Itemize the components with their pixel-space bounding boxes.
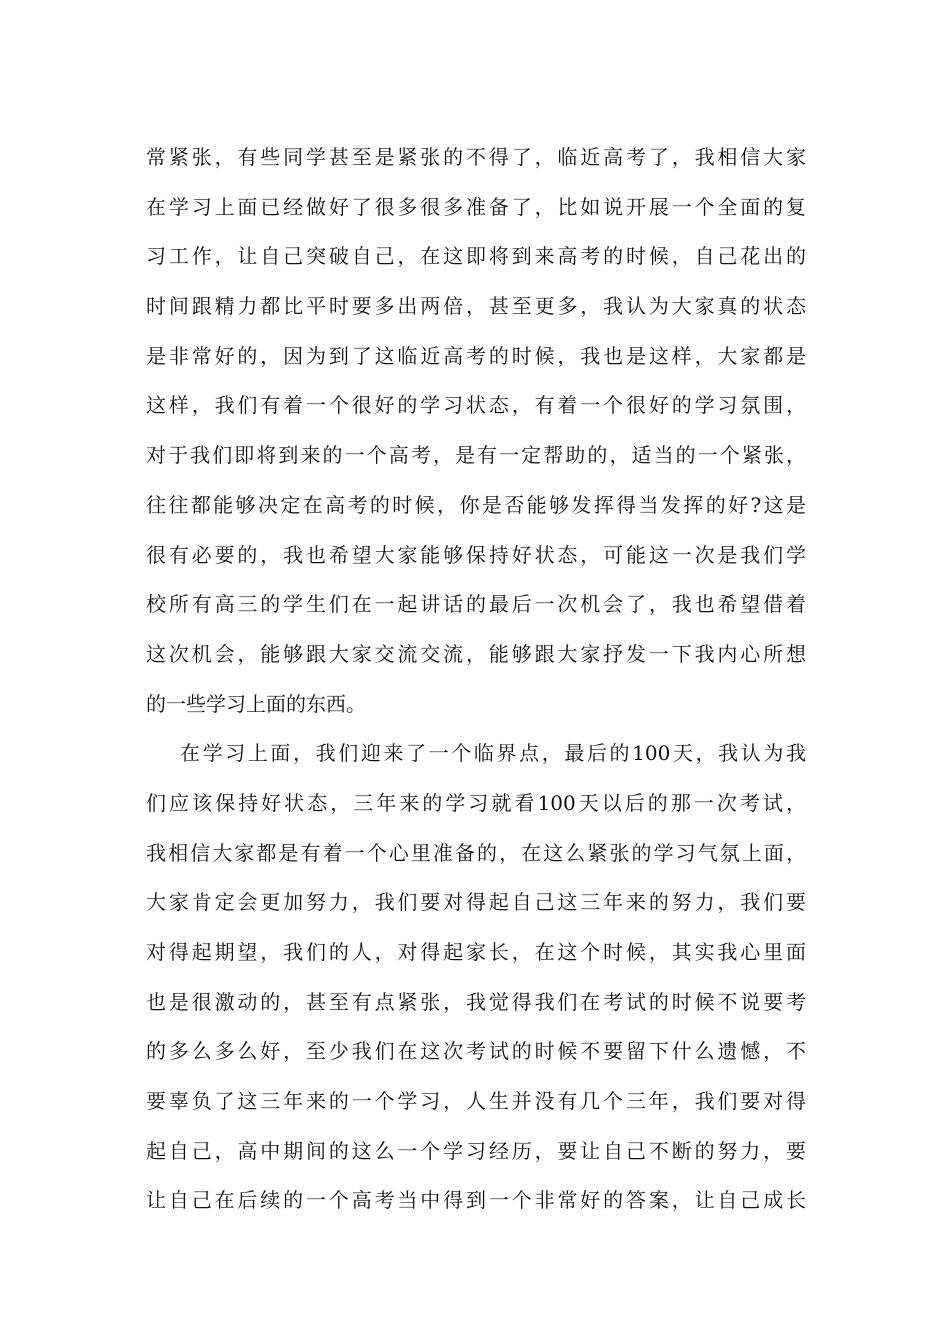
text-line: 让自己在后续的一个高考当中得到一个非常好的答案，让自己成长 [146, 1188, 806, 1213]
text-line: 我相信大家都是有着一个心里准备的，在这么紧张的学习气氛上面， [146, 840, 806, 865]
paragraph-2 [146, 729, 806, 1226]
text-line: 的一些学习上面的东西。 [146, 691, 366, 716]
text-line: 是非常好的，因为到了这临近高考的时候，我也是这样，大家都是 [146, 343, 806, 368]
text-line: 往往都能够决定在高考的时候，你是否能够发挥得当发挥的好?这是 [146, 492, 806, 517]
document-body [146, 133, 806, 1226]
text-line: 要辜负了这三年来的一个学习，人生并没有几个三年，我们要对得 [146, 1089, 806, 1114]
text-line: 校所有高三的学生们在一起讲话的最后一次机会了，我也希望借着 [146, 592, 806, 617]
text-line: 们应该保持好状态，三年来的学习就看100天以后的那一次考试， [146, 790, 806, 815]
text-line: 在学习上面已经做好了很多很多准备了，比如说开展一个全面的复 [146, 194, 806, 219]
text-line: 起自己，高中期间的这么一个学习经历，要让自己不断的努力，要 [146, 1138, 806, 1163]
text-line: 在学习上面，我们迎来了一个临界点，最后的100天，我认为我 [180, 741, 806, 766]
text-line: 常紧张，有些同学甚至是紧张的不得了，临近高考了，我相信大家 [146, 145, 806, 169]
text-line: 这样，我们有着一个很好的学习状态，有着一个很好的学习氛围， [146, 393, 806, 418]
text-line: 时间跟精力都比平时要多出两倍，甚至更多，我认为大家真的状态 [146, 294, 806, 319]
text-line: 很有必要的，我也希望大家能够保持好状态，可能这一次是我们学 [146, 542, 806, 567]
text-line: 对得起期望，我们的人，对得起家长，在这个时候，其实我心里面 [146, 940, 806, 964]
text-line: 这次机会，能够跟大家交流交流，能够跟大家抒发一下我内心所想 [146, 641, 806, 666]
paragraph-1 [146, 133, 806, 729]
text-line: 的多么多么好，至少我们在这次考试的时候不要留下什么遗憾，不 [146, 1039, 806, 1064]
text-line: 也是很激动的，甚至有点紧张，我觉得我们在考试的时候不说要考 [146, 989, 806, 1014]
text-line: 大家肯定会更加努力，我们要对得起自己这三年来的努力，我们要 [146, 890, 806, 915]
text-line: 对于我们即将到来的一个高考，是有一定帮助的，适当的一个紧张， [146, 443, 806, 468]
text-line: 习工作，让自己突破自己，在这即将到来高考的时候，自己花出的 [146, 244, 806, 269]
